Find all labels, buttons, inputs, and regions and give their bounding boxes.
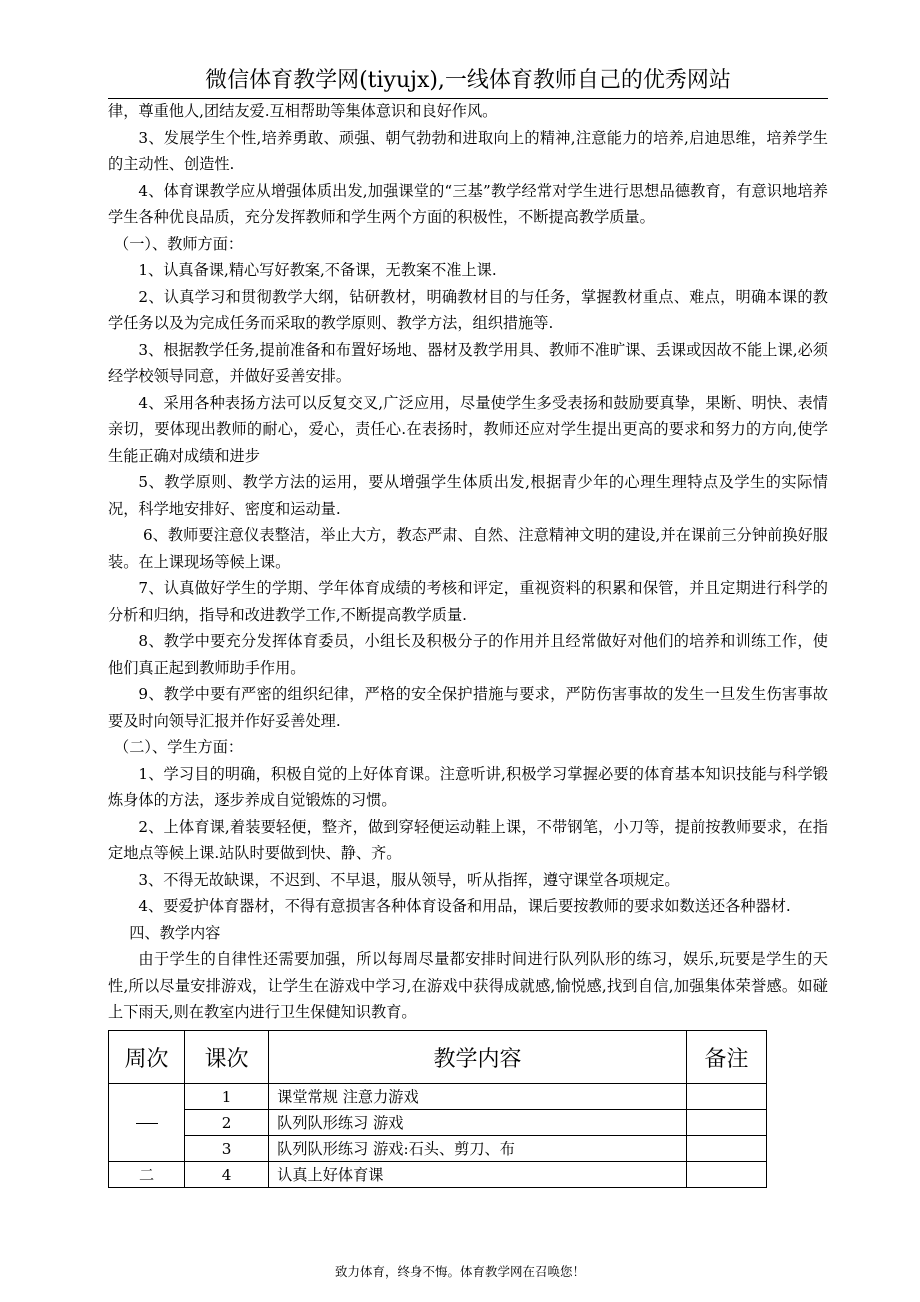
teacher-item: 4、采用各种表扬方法可以反复交叉,广泛应用，尽量使学生多受表扬和鼓励要真挚，果断、明快、表情亲切，要体现出教师的耐心，爱心，责任心.在表扬时，教师还应对学生提出更高的要求和努力的方向,使学生能正确对成绩和进步 (108, 393, 828, 465)
table-header-row (109, 1031, 767, 1084)
teacher-item: 5、教学原则、教学方法的运用，要从增强学生体质出发,根据青少年的心理生理特点及学生的实际情况，科学地安排好、密度和运动量. (108, 473, 828, 518)
lesson-number: 4 (185, 1162, 269, 1188)
paragraph-continuation: 律，尊重他人,团结友爱.互相帮助等集体意识和良好作风。 (108, 102, 498, 120)
student-item: 1、学习目的明确，积极自觉的上好体育课。注意听讲,积极学习掌握必要的体育基本知识技能与科学锻炼身体的方法，逐步养成自觉锻炼的习惯。 (108, 764, 828, 809)
lesson-number: 3 (185, 1136, 269, 1162)
header-note: 备注 (686, 1031, 766, 1084)
teacher-item: 1、认真备课,精心写好教案,不备课，无教案不准上课. (138, 261, 497, 279)
week-label: 二 (138, 1166, 155, 1184)
lesson-content: 队列队形练习 游戏 (269, 1110, 687, 1136)
teacher-item: 7、认真做好学生的学期、学年体育成绩的考核和评定，重视资料的积累和保管，并且定期进行科学的分析和归纳，指导和改进教学工作,不断提高教学质量. (108, 579, 828, 624)
teacher-item: 9、教学中要有严密的组织纪律，严格的安全保护措施与要求，严防伤害事故的发生一旦发生伤害事故要及时向领导汇报并作好妥善处理. (108, 685, 828, 730)
lesson-note (686, 1136, 766, 1162)
table-row (109, 1136, 767, 1162)
teacher-item: 2、认真学习和贯彻教学大纲，钻研教材，明确教材目的与任务，掌握教材重点、难点，明确本课的教学任务以及为完成任务而采取的教学原则、教学方法，组织措施等. (108, 287, 828, 332)
schedule-table (108, 1030, 767, 1188)
lesson-note (686, 1084, 766, 1110)
student-item: 2、上体育课,着装要轻便，整齐，做到穿轻便运动鞋上课，不带钢笔，小刀等，提前按教师要求，在指定地点等候上课.站队时要做到快、静、齐。 (108, 817, 828, 862)
table-row (109, 1084, 767, 1110)
teacher-item: 3、根据教学任务,提前准备和布置好场地、器材及教学用具、教师不准旷课、丢课或因故不能上课,必须经学校领导同意，并做好妥善安排。 (108, 340, 828, 385)
lesson-note (686, 1110, 766, 1136)
paragraph-item-3: 3、发展学生个性,培养勇敢、顽强、朝气勃勃和进取向上的精神,注意能力的培养,启迪思维，培养学生的主动性、创造性. (108, 128, 828, 173)
lesson-number: 2 (185, 1110, 269, 1136)
week-label (136, 1123, 158, 1124)
paragraph-item-4: 4、体育课教学应从增强体质出发,加强课堂的“三基”教学经常对学生进行思想品德教育，有意识地培养学生各种优良品质，充分发挥教师和学生两个方面的积极性，不断提高教学质量。 (108, 181, 828, 226)
table-row (109, 1162, 767, 1188)
section-heading-student: （二）、学生方面： (114, 738, 244, 756)
lesson-content: 认真上好体育课 (269, 1162, 687, 1188)
table-row (109, 1110, 767, 1136)
header-content: 教学内容 (269, 1031, 687, 1084)
lesson-number: 1 (185, 1084, 269, 1110)
footer-text: 致力体育，终身不悔。体育教学网在召唤您！ (334, 1264, 585, 1279)
lesson-note (686, 1162, 766, 1188)
teacher-item: 8、教学中要充分发挥体育委员，小组长及积极分子的作用并且经常做好对他们的培养和训练工作，使他们真正起到教师助手作用。 (108, 632, 828, 677)
header-lesson: 课次 (185, 1031, 269, 1084)
lesson-content: 队列队形练习 游戏:石头、剪刀、布 (269, 1136, 687, 1162)
document-body (108, 98, 828, 1026)
header-title: 微信体育教学网(tiyujx),一线体育教师自己的优秀网站 (205, 68, 731, 93)
week-cell (109, 1162, 185, 1188)
student-item: 4、要爱护体育器材，不得有意损害各种体育设备和用品，课后要按教师的要求如数送还各种器材. (138, 897, 791, 915)
student-item: 3、不得无故缺课，不迟到、不早退，服从领导，听从指挥，遵守课堂各项规定。 (138, 870, 680, 889)
week-cell (109, 1084, 185, 1162)
page-footer (0, 1262, 920, 1280)
lesson-content: 课堂常规 注意力游戏 (269, 1084, 687, 1110)
content-paragraph: 由于学生的自律性还需要加强，所以每周尽量都安排时间进行队列队形的练习，娱乐,玩要是学生的天性,所以尽量安排游戏，让学生在游戏中学习,在游戏中获得成就感,愉悦感,找到自信,加强集体荣誉感。如碰上下雨天,则在教室内进行卫生保健知识教育。 (108, 950, 828, 1021)
page-header (108, 64, 828, 99)
section-heading-teacher: （一）、教师方面： (114, 234, 244, 253)
header-week: 周次 (109, 1031, 185, 1084)
section-heading-content: 四、教学内容 (129, 923, 221, 942)
teacher-item: 6、教师要注意仪表整洁，举止大方，教态严肃、自然、注意精神文明的建设,并在课前三分钟前换好服装。在上课现场等候上课。 (108, 526, 828, 571)
